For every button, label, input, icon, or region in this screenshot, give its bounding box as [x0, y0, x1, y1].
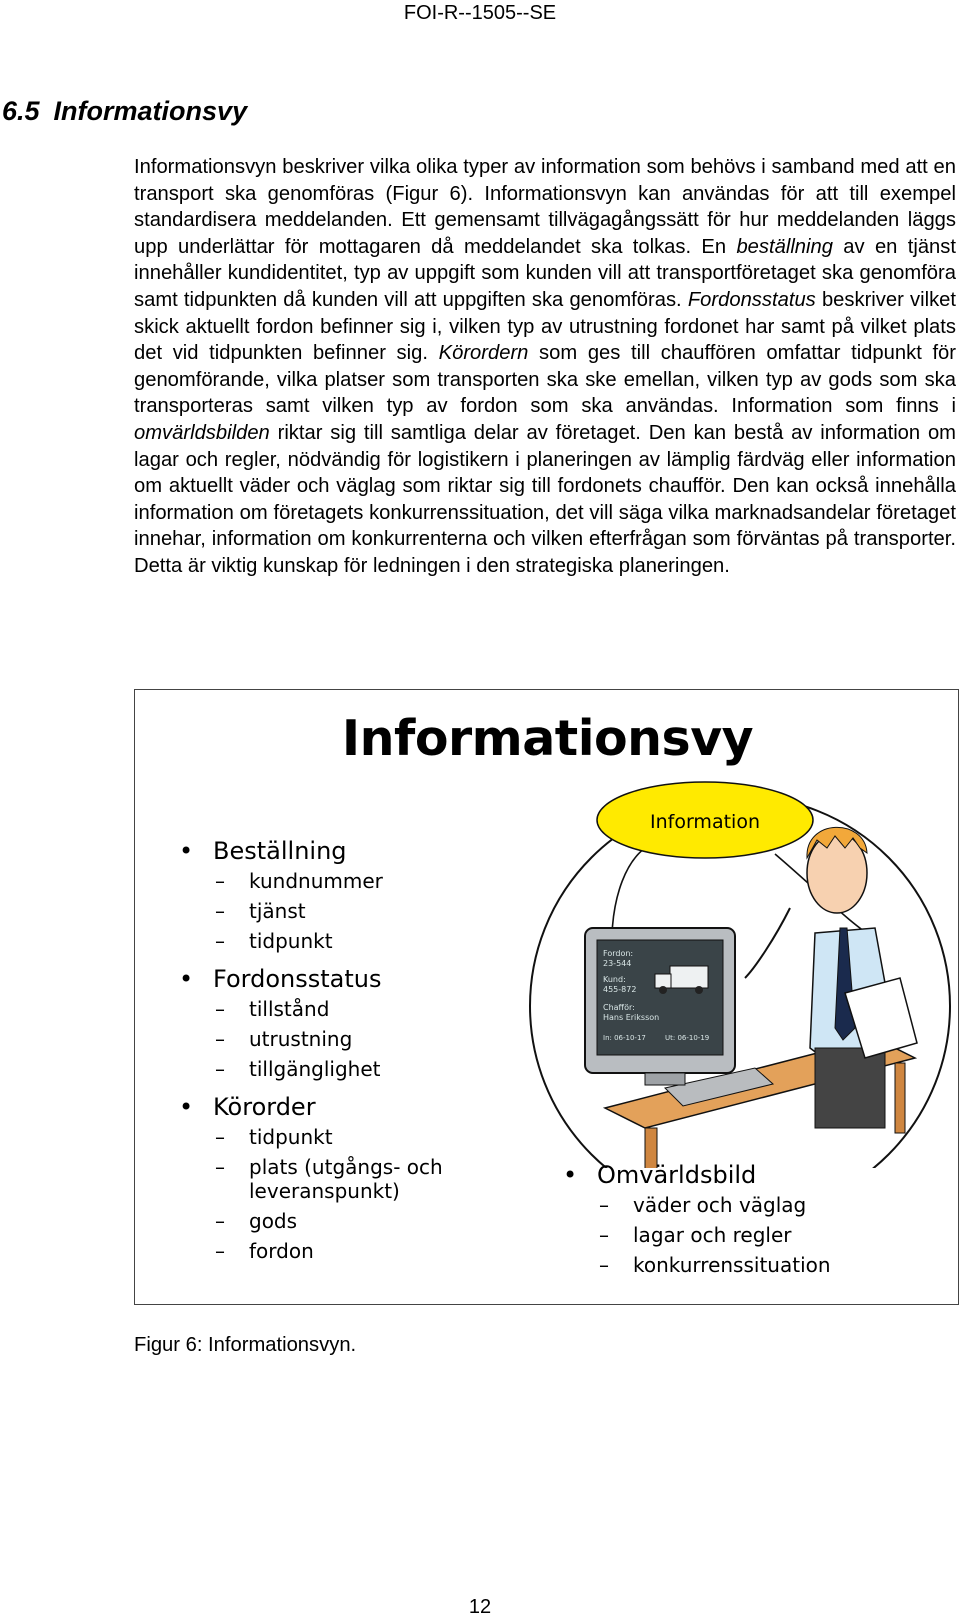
monitor-stand: [645, 1073, 685, 1085]
sub-bullet: – kundnummer: [179, 866, 443, 896]
sub-bullet: – tidpunkt: [179, 1122, 443, 1152]
bullet-omvarldsbild: • Omvärldsbild: [563, 1160, 831, 1190]
bullet-bestallning: • Beställning: [179, 836, 443, 866]
sub-bullet: – tillgänglighet: [179, 1054, 443, 1084]
sub-bullet-line: leveranspunkt): [249, 1179, 400, 1203]
paragraph-text: som ges till chauffören omfattar tidpunkt för genomförande, vilka platser som transporten ska ske emellan, vilken typ av gods som ska transporteras samt vilken typ av fordon som ska användas. Information som finns i: [134, 342, 956, 418]
left-bullet-list: [179, 828, 443, 1266]
section-title: Informationsvy: [53, 96, 248, 126]
paragraph-text: beskriver vilket skick aktuellt fordon befinner sig i, vilken typ av utrustning fordonet har samt på vilket plats det vid tidpunkten befinner sig.: [134, 288, 956, 365]
paragraph-text: Informationsvyn beskriver vilka olika typer av information som behövs i samband med att en transport ska genomföras (Figur 6). Informationsvyn kan användas för att till exempel standardisera meddelanden. Ett gemensamt tillvägagångssätt för hur meddelanden läggs upp underlättar för mottagaren då meddelandet ska tolkas. En: [134, 156, 956, 258]
sub-bullet: – gods: [179, 1206, 443, 1236]
sub-bullet: – konkurrenssituation: [563, 1250, 831, 1280]
term-korordern: Körordern: [438, 342, 529, 365]
figure-title: Informationsvy: [341, 710, 754, 767]
screen-fordon-label: Fordon:: [603, 949, 634, 958]
term-bestallning: beställning: [736, 235, 833, 258]
sub-bullet: – tillstånd: [179, 994, 443, 1024]
bullet-kororder: • Körorder: [179, 1092, 443, 1122]
sub-bullet-multiline: [179, 1155, 443, 1203]
sub-bullet: – tjänst: [179, 896, 443, 926]
information-bubble-label: Information: [650, 811, 760, 833]
illustration-clerk-at-computer: [455, 778, 955, 1168]
sub-bullet: – väder och väglag: [563, 1190, 831, 1220]
page-number: 12: [468, 1596, 492, 1618]
screen-in-value: In: 06-10-17: [603, 1034, 646, 1042]
section-number: 6.5: [2, 96, 40, 126]
screen-kund-value: 455-872: [603, 985, 637, 994]
screen-kund-label: Kund:: [603, 975, 626, 984]
screen-ut-value: Ut: 06-10-19: [665, 1034, 710, 1042]
body-paragraph: [134, 154, 956, 580]
sub-bullet: – tidpunkt: [179, 926, 443, 956]
paragraph-text: av en tjänst innehåller kundidentitet, typ av uppgift som kunden vill att transportföretaget ska genomföra samt tidpunkten då kunden vill att uppgiften ska genomföras.: [134, 235, 956, 311]
sub-bullet: – fordon: [179, 1236, 443, 1266]
sub-bullet-line: plats (utgångs- och: [249, 1155, 443, 1179]
term-omvarldsbilden: omvärldsbilden: [134, 421, 270, 444]
desk-leg: [895, 1063, 905, 1133]
section-heading: [2, 96, 247, 127]
screen-fordon-value: 23-544: [603, 959, 632, 968]
sub-bullet: – utrustning: [179, 1024, 443, 1054]
screen-chauffor-label: Chafför:: [603, 1003, 635, 1012]
term-fordonsstatus: Fordonsstatus: [687, 288, 816, 311]
figure-informationsvy: [134, 689, 959, 1305]
figure-caption: Figur 6: Informationsvyn.: [134, 1334, 357, 1356]
right-bullet-list: [563, 1152, 831, 1280]
screen-chauffor-value: Hans Eriksson: [603, 1013, 660, 1022]
sub-bullet: – lagar och regler: [563, 1220, 831, 1250]
document-code-header: FOI-R--1505--SE: [403, 2, 557, 24]
paragraph-text: riktar sig till samtliga delar av företaget. Den kan bestå av information om lagar och regler, nödvändig för logistikern i planeringen av lämplig färdväg eller information om aktuellt väder och väglag som riktar sig till fordonets chaufför. Den kan också innehålla information om företagets konkurrenssituation, det vill säga vilka marknadsandelar företaget innehar, information om konkurrenterna och vilken efterfrågan som förväntas på transporter. Detta är viktig kunskap för ledningen i den strategiska planeringen.: [134, 421, 956, 577]
bullet-fordonsstatus: • Fordonsstatus: [179, 964, 443, 994]
